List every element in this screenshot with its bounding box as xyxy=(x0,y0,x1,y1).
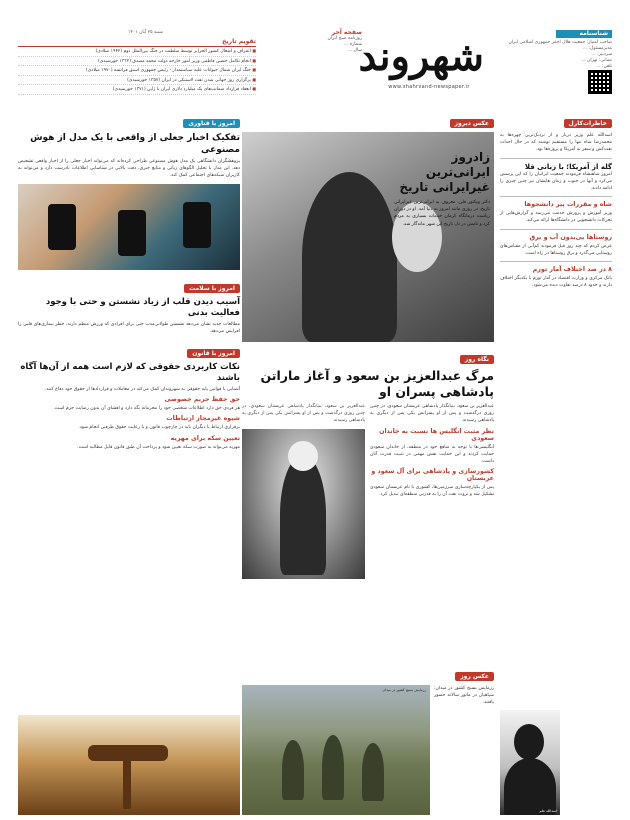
article-body: بانک مرکزی و وزارت اقتصاد در آمار تورم با یکدیگر اختلاف دارند و حدود ۸ درصد تفاوت دیده می‌شود. xyxy=(500,276,612,289)
article-body: آشنایی با قوانین پایه حقوقی به شهروندان کمک می‌کند در معاملات و قراردادها از حقوق خود دفاع کنند. xyxy=(44,387,240,393)
issue-line: سال ... xyxy=(347,48,362,53)
article-body: امروز شاهنشاه فرمودند جمعیت ایرانیان را که این پرسش می‌کرد و آنها در جنوب و زمان هایشان نیز چنین چیزی را ادامه دادند. xyxy=(500,171,612,192)
brief-item: ■ جنگ ایران شمال حیوانات علیه سیاستمدار - رئیس جمهوری اسبق فرانسه (۱۹۷۰ میلادی) xyxy=(18,66,256,76)
imprint-line: مدیرمسئول: ... xyxy=(582,46,612,51)
article-body: مطالعات جدید نشان می‌دهد نشستن طولانی‌مدت حتی برای افرادی که ورزش منظم دارند، خطر بیماری‌های قلبی را افزایش می‌دهد. xyxy=(18,321,240,334)
history-brief xyxy=(18,38,256,95)
imprint-title: شناسنامه xyxy=(556,30,612,38)
section-kicker: امروز با فناوری xyxy=(183,119,240,128)
section-kicker: عکس دیروز xyxy=(450,119,494,128)
photo-caption: رزمایش بسیج کشور در میدان xyxy=(382,688,426,692)
article-headline: نکات کاربردی حقوقی که لازم است همه از آن‌ها آگاه باشند xyxy=(20,362,240,384)
brief-item: ■ انعقاد قرارداد ضمانت‌های یک میلیارد دلاری ایران با ژاپن (۱۳۷۱ خورشیدی) xyxy=(18,85,256,95)
phone-shape xyxy=(118,210,146,256)
article-subhead: حق حفظ حریم خصوصی xyxy=(164,396,240,404)
article-body: مهریه می‌تواند به صورت سکه تعیین شود و پرداخت آن طبق قانون قابل مطالبه است. xyxy=(77,444,240,450)
photo-caption: اسدالله علم xyxy=(539,809,557,813)
historic-photo xyxy=(242,132,494,342)
gavel-handle xyxy=(123,759,131,809)
photo-text: رزمایش بسیج کشور در میدان: سپاهیان در مانور سالانه حضور یافتند. xyxy=(434,686,494,706)
article-body: انگلیسی‌ها با توجه به منافع خود در منطقه، از خاندان سعودی حمایت کردند و این حمایت نقش مهمی در تثبیت قدرت آنان داشت. xyxy=(370,444,494,465)
article-body: عبدالعزیز بن سعود، بنیانگذار پادشاهی عربستان سعودی، در چنین روزی درگذشت و پس از او پسرانش یکی پس از دیگری به پادشاهی رسیدند. xyxy=(370,404,494,424)
article-intro: اسدالله علم وزیر دربار و از نزدیک‌ترین چهره‌ها به محمدرضا شاه تنها را مستقیم نوشته که در حال احداث نفت‌کش و سفر به آمریکا و پروژه‌ها بود. xyxy=(500,133,612,153)
article-headline: زادروز ایرانی‌ترین غیرایرانی تاریخ xyxy=(399,150,490,194)
article-headline: گله از آمریکا؛ با زبانی قلا xyxy=(524,162,612,171)
article-body: برقراری ارتباط با دیگران باید در چارچوب قانون و با رعایت حقوق طرفین انجام شود. xyxy=(78,425,240,431)
section-kicker: امروز با سلامت xyxy=(184,284,240,293)
article-body: عرض کردم که چند روز قبل فرمودند کم‌آبی از مقیاس‌های روستایی می‌گذرد و برق روستاها در راه است. xyxy=(500,243,612,256)
head-cloth xyxy=(288,441,318,471)
portrait-photo xyxy=(500,710,560,815)
masthead xyxy=(18,30,612,98)
article-headline: تفکیک اخبار جعلی از واقعی با یک مدل از هوش مصنوعی xyxy=(30,133,240,155)
article-body: دکتر ویکتور فلن، معروف به ایرانی‌ترین غیرایرانی تاریخ، در روزی مانند امروز به دنیا آمد. او در دوران ریاست درمانگاه کرمان خدمات بسیاری به مردم کرد و نامش در دل تاریخ این شهر ماندگار شد. xyxy=(394,200,490,227)
divider xyxy=(500,196,612,197)
smartphones-photo xyxy=(18,184,240,270)
divider xyxy=(500,158,612,159)
article-subhead: شیوه غیرمجاز ازتباطات xyxy=(166,415,240,423)
article-subhead: ۸ در صد اختلاف آمار تورم xyxy=(532,266,612,274)
imprint-line: نشانی: تهران ... xyxy=(581,58,612,63)
section-title: صفحه آخر xyxy=(331,29,362,36)
issue-info xyxy=(262,30,362,54)
article-subhead: نظر مثبت انگلیس ها نسبت به خاندان سعودی xyxy=(379,427,494,442)
king-photo xyxy=(242,429,365,579)
soldier-figure xyxy=(362,743,384,801)
body-shape xyxy=(504,758,556,815)
column-main xyxy=(242,110,494,815)
lead-body xyxy=(242,403,494,579)
article-subhead: تعیین سکه برای مهریه xyxy=(170,434,240,442)
article-subhead: کشورسازی و پادشاهی برای آل سعود و عربستان xyxy=(371,468,494,483)
article-body: هر فردی حق دارد اطلاعات شخصی خود را محرمانه نگه دارد و افشای آن بدون رضایت جرم است. xyxy=(53,406,240,412)
qr-code-icon xyxy=(588,70,612,94)
photo-overlay xyxy=(394,150,490,228)
lead-article xyxy=(242,346,494,579)
king-figure xyxy=(280,455,326,575)
section-kicker: امروز با قانون xyxy=(187,349,240,358)
man-figure xyxy=(302,172,397,342)
soldier-figure xyxy=(282,740,304,800)
soldier-figure xyxy=(322,735,344,800)
photo-row xyxy=(242,685,494,815)
brief-item: ■ انجام تکامل حسین فاطمی وزیر امور خارجه دولت محمد مصدق (۱۳۳۲ خورشیدی) xyxy=(18,57,256,67)
article-subhead: شاه و مقررات پیر دانشجوها xyxy=(524,201,612,209)
imprint-line: صاحب امتیاز: جمعیت هلال احمر جمهوری اسلامی ایران xyxy=(508,40,612,45)
photo-of-day xyxy=(242,663,494,815)
article-headline: آسیب دیدن قلب از زیاد نشستن و حتی با وجود فعالیت بدنی xyxy=(45,296,240,318)
divider xyxy=(500,261,612,262)
column-daily xyxy=(18,110,240,815)
head-shape xyxy=(514,724,544,760)
date-line: شنبه ۲۵ آبان ۱۴۰۱ xyxy=(128,30,163,35)
divider xyxy=(500,229,612,230)
issue-line: شماره ... xyxy=(344,42,362,47)
section-kicker: عکس روز xyxy=(455,672,494,681)
article-body: پژوهشگران دانشگاهی یک مدل هوش مصنوعی طراحی کرده‌اند که می‌تواند اخبار جعلی را از اخبار واقعی تشخیص دهد. این مدل با تحلیل الگوهای زبانی و منابع خبری، دقت بالایی در شناسایی اطلاعات نادرست دارد و می‌تواند به کاربران شبکه‌های اجتماعی کمک کند. xyxy=(18,159,240,179)
phone-shape xyxy=(183,202,211,248)
issue-line: روزنامه صبح ایران xyxy=(327,36,362,41)
article-body: وزیر آموزش و پرورش خدمت می‌رسد و گزارش‌هایی از تحرکات دانشجویی در دانشگاه‌ها ارائه می‌کند. xyxy=(500,211,612,224)
health-article xyxy=(18,275,240,335)
law-article xyxy=(18,340,240,451)
article-body: پس از یکپارچه‌سازی سرزمین‌ها، کشوری با نام عربستان سعودی تشکیل شد و ثروت نفت آن را به قدرتی منطقه‌ای تبدیل کرد. xyxy=(370,485,494,498)
lead-headline: مرگ عبدالعزیز بن سعود و آغاز ماراتن پادشاهی پسران او xyxy=(260,368,494,399)
phone-shape xyxy=(48,204,76,250)
column-memoirs xyxy=(500,110,612,815)
drill-photo xyxy=(242,685,430,815)
imprint-line: سردبیر: ... xyxy=(591,52,612,57)
brief-item: ■ اعتراف و اشغال کشور الجزایر توسط سلطنت در جنگ بین‌الملل دوم (۱۹۴۲ میلادی) xyxy=(18,47,256,57)
article-body: عبدالعزیز بن سعود، بنیانگذار پادشاهی عربستان سعودی، در چنین روزی درگذشت و پس از او پسرانش یکی پس از دیگری به پادشاهی رسیدند. xyxy=(242,404,365,424)
section-kicker: نگاه روز xyxy=(460,355,494,364)
logo: شهروند xyxy=(358,33,484,80)
section-kicker: خاطرات‌کارل xyxy=(564,119,612,128)
brief-title: تقویم تاریخ xyxy=(18,38,256,47)
logo-block xyxy=(358,30,484,98)
lead-col-left xyxy=(242,403,365,579)
brief-item: ■ برگزاری روز جهانی شدن نفت لاستیکی در ایران (۱۳۵۷ خورشیدی) xyxy=(18,76,256,86)
gavel-photo xyxy=(18,715,240,815)
imprint-line: تلفن: ... xyxy=(596,64,612,69)
lead-col-right xyxy=(370,403,494,579)
website[interactable]: www.shahrvand-newspaper.ir xyxy=(388,84,470,90)
article-subhead: روستاها بی‌بدون آب و برق xyxy=(529,233,612,241)
